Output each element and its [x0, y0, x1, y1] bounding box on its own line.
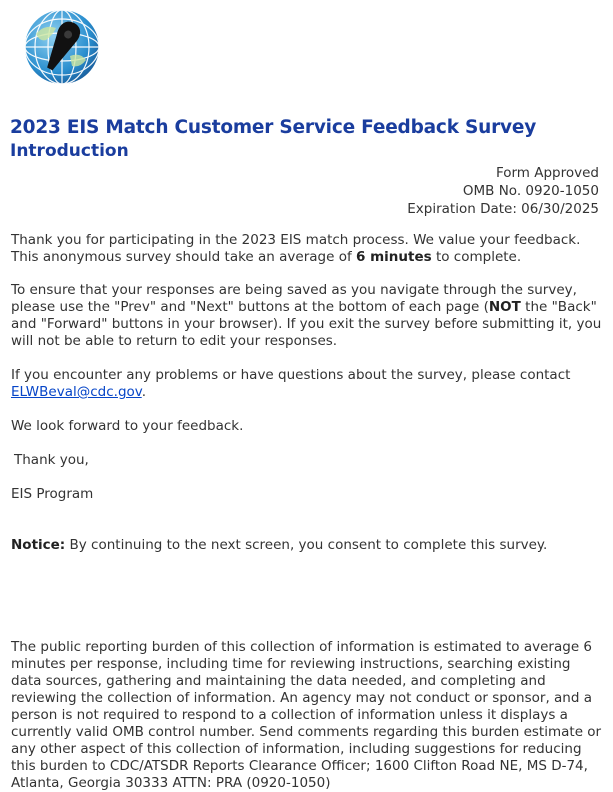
page-title: 2023 EIS Match Customer Service Feedback Survey — [10, 117, 537, 138]
omb-form-info — [407, 164, 599, 218]
notice-label: Notice: — [11, 537, 66, 553]
duration-text: 6 minutes — [356, 249, 432, 265]
navigation-text: To ensure that your responses are being saved as you navigate through the survey, please use the "Prev" and "Next" buttons at the bottom of each page ( — [11, 282, 577, 315]
contact-text-end: . — [141, 384, 147, 400]
eis-logo — [22, 6, 104, 88]
intro-paragraph — [11, 232, 605, 266]
intro-text-end: to complete. — [431, 249, 522, 265]
look-forward-text: We look forward to your feedback. — [11, 418, 244, 434]
navigation-instructions-paragraph — [11, 282, 605, 350]
not-emphasis: NOT — [488, 299, 521, 315]
navigation-text-end: the "Back" and "Forward" buttons in your browser). If you exit the survey before submitting it, you will not be able to return to edit your responses. — [11, 299, 602, 349]
contact-text: If you encounter any problems or have questions about the survey, please contact — [11, 367, 571, 383]
eis-program-text: EIS Program — [11, 486, 94, 502]
page-subtitle: Introduction — [10, 141, 129, 161]
form-approved-text: Form Approved — [495, 165, 599, 181]
expiration-date-text: Expiration Date: 06/30/2025 — [407, 201, 599, 217]
thank-you-text: Thank you, — [14, 452, 89, 468]
notice-text: By continuing to the next screen, you consent to complete this survey. — [65, 537, 548, 553]
burden-statement: The public reporting burden of this collection of information is estimated to average 6 minutes per response, including time for reviewing instructions, searching existing data sources, gathering and maintaining the data needed, and completing and reviewing the collection of information. An agency may not conduct or sponsor, and a person is not required to respond to a collection of information unless it displays a currently valid OMB control number. Send comments regarding this burden estimate or any other aspect of this collection of information, including suggestions for reducing this burden to CDC/ATSDR Reports Clearance Officer; 1600 Clifton Road NE, MS D-74, Atlanta, Georgia 30333 ATTN: PRA (0920-1050) — [11, 639, 602, 791]
omb-number-text: OMB No. 0920-1050 — [462, 183, 599, 199]
contact-paragraph — [11, 367, 605, 401]
globe-with-pin-icon — [22, 6, 104, 88]
intro-text: Thank you for participating in the 2023 EIS match process. We value your feedback. This anonymous survey should take an average of — [11, 232, 581, 265]
notice-paragraph — [11, 537, 605, 554]
contact-email-link[interactable]: ELWBeval@cdc.gov — [11, 384, 142, 400]
